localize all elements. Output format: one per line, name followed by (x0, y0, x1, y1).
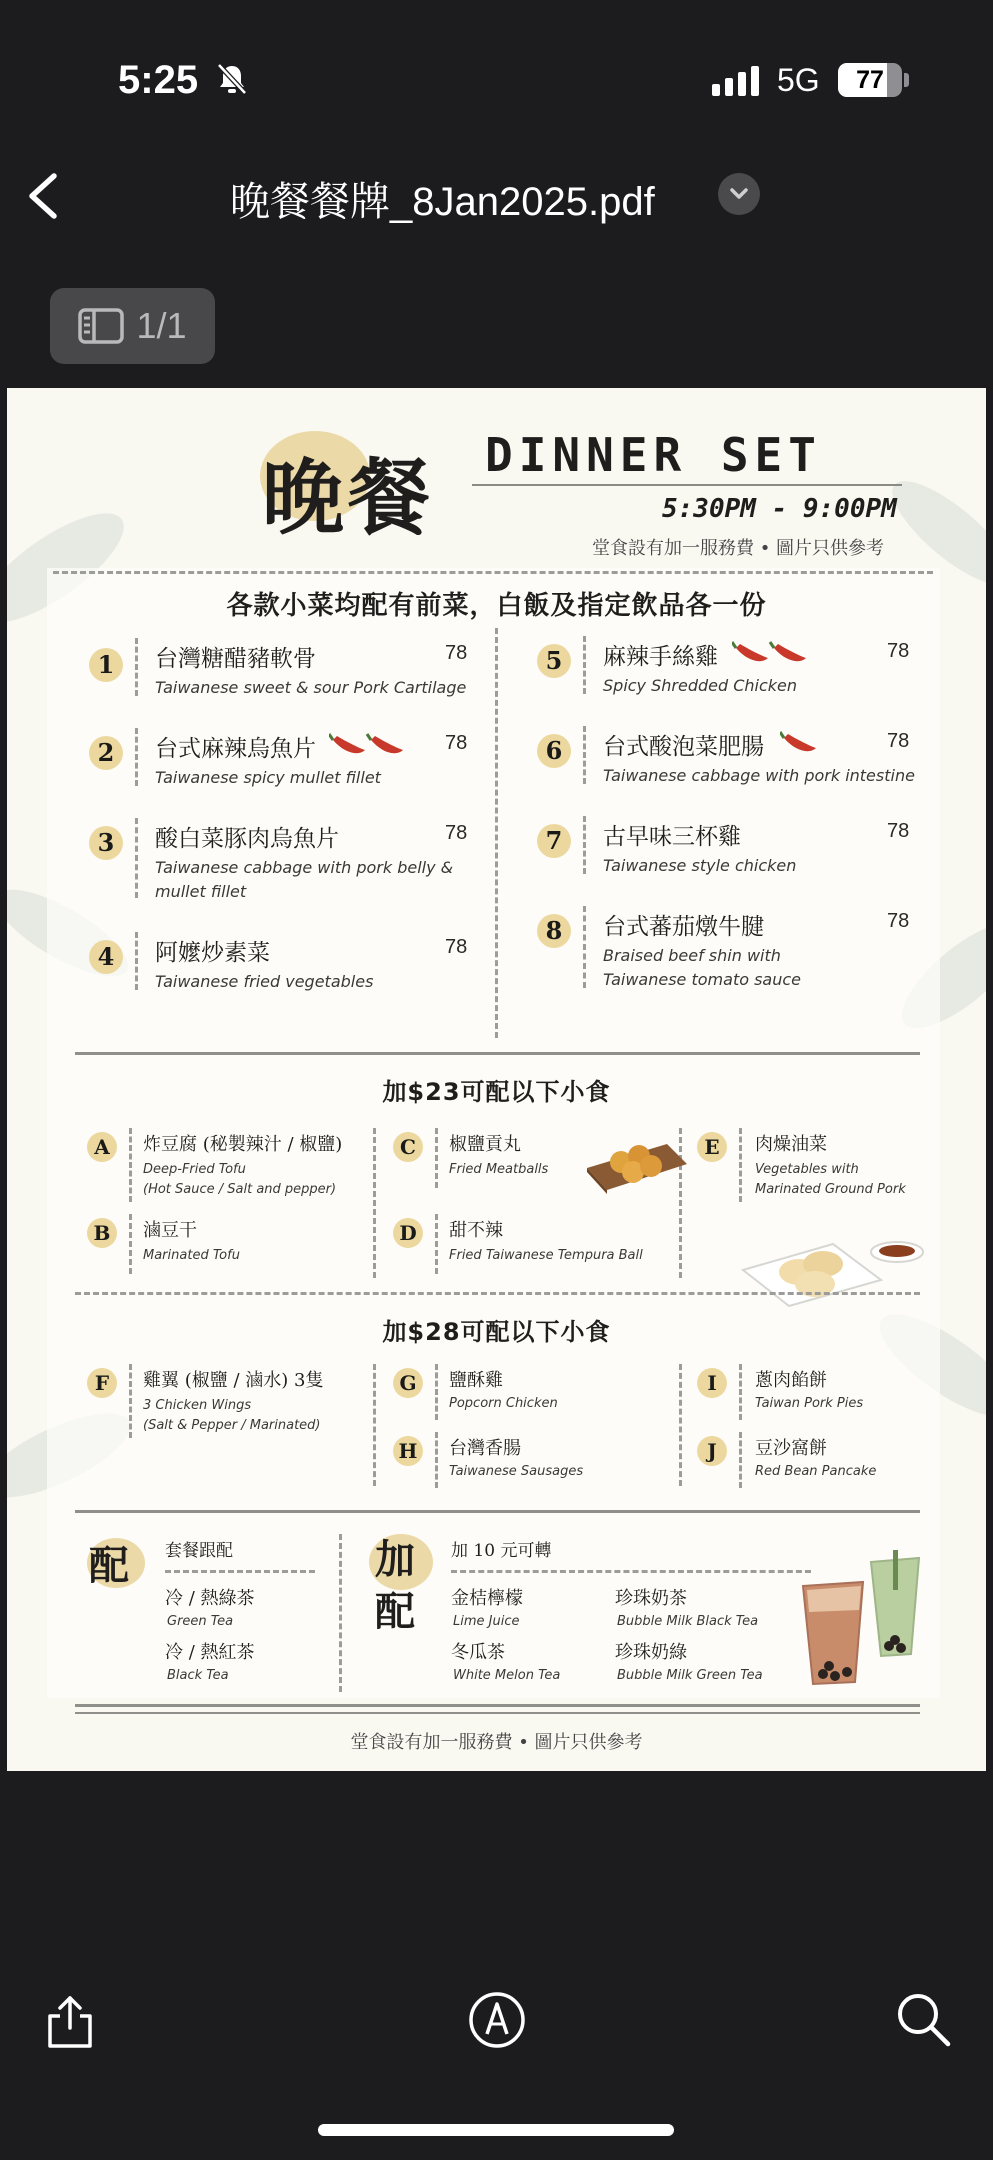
snack-name-en: Fried Taiwanese Tempura Ball (449, 1248, 643, 1263)
item-number-badge: 3 (89, 826, 123, 860)
item-letter-badge: G (393, 1368, 423, 1398)
drink-name-zh: 珍珠奶茶 (615, 1588, 687, 1609)
item-name-zh: 麻辣手絲雞 (603, 644, 718, 670)
addon23-title: 加$23可配以下小食 (382, 1078, 611, 1106)
item-number-badge: 8 (537, 914, 571, 948)
item-divider (129, 1214, 132, 1274)
item-divider (435, 1214, 438, 1274)
dashed-divider (451, 1570, 811, 1573)
item-divider (739, 1432, 742, 1488)
item-divider (583, 816, 586, 874)
item-divider (583, 726, 586, 784)
markup-pen-icon[interactable] (465, 1988, 529, 2052)
snack-name-en: Red Bean Pancake (755, 1464, 877, 1479)
item-name-en-line2: Taiwanese tomato sauce (603, 970, 802, 989)
snack-name-en: Marinated Tofu (143, 1248, 240, 1263)
item-price: 78 (445, 936, 468, 958)
item-divider (435, 1364, 438, 1420)
status-time: 5:25 (118, 58, 199, 102)
item-number-badge: 4 (89, 940, 123, 974)
pork-pie-image (737, 1230, 927, 1308)
menu-title-zh: 晚餐 (262, 450, 435, 546)
item-divider (435, 1432, 438, 1488)
section-rule (75, 1510, 920, 1513)
item-letter-badge: C (393, 1132, 423, 1162)
addon28-title: 加$28可配以下小食 (382, 1318, 611, 1346)
snack-name-zh: 椒鹽貢丸 (449, 1134, 521, 1155)
item-letter-badge: I (697, 1368, 727, 1398)
battery-icon (838, 63, 902, 97)
column-divider (679, 1364, 682, 1486)
page-indicator: 1/1 (136, 305, 187, 346)
title-menu-button[interactable] (718, 173, 760, 215)
item-price: 78 (887, 640, 910, 662)
snack-name-zh: 雞翼 (椒鹽 / 滷水) 3隻 (143, 1370, 324, 1391)
drink-name-en: White Melon Tea (453, 1668, 561, 1683)
item-divider (135, 932, 138, 990)
menu-banner: 各款小菜均配有前菜，白飯及指定飲品各一份 (226, 591, 767, 621)
snack-name-en: Taiwan Pork Pies (755, 1396, 864, 1411)
drink-name-en: Bubble Milk Green Tea (617, 1668, 763, 1683)
search-icon[interactable] (892, 1988, 956, 2052)
drinks-jia-char: 加 (375, 1536, 415, 1583)
snack-name-zh: 甜不辣 (449, 1220, 503, 1241)
document-title[interactable]: 晚餐餐牌_8Jan2025.pdf (230, 180, 655, 224)
page-indicator-button[interactable] (50, 288, 215, 364)
item-number-badge: 1 (89, 648, 123, 682)
item-name-en: Taiwanese sweet & sour Pork Cartilage (155, 678, 467, 697)
snack-name-en: 3 Chicken Wings (143, 1398, 252, 1413)
set-drink-label: 套餐跟配 (165, 1541, 233, 1561)
status-bar (0, 0, 993, 160)
drink-name-zh: 冬瓜茶 (451, 1642, 505, 1663)
snack-name-zh: 台灣香腸 (449, 1438, 521, 1459)
service-hours: 5:30PM - 9:00PM (662, 494, 897, 524)
drink-name-en: Bubble Milk Black Tea (617, 1614, 759, 1629)
item-price: 78 (887, 730, 910, 752)
item-name-zh: 台灣糖醋豬軟骨 (155, 646, 316, 672)
item-price: 78 (887, 910, 910, 932)
drink-name-zh: 珍珠奶綠 (615, 1642, 687, 1663)
drink-name-en: Green Tea (167, 1614, 234, 1629)
sidebar-icon (78, 308, 124, 344)
drink-name-zh: 冷 / 熱紅茶 (165, 1642, 255, 1663)
drink-name-zh: 冷 / 熱綠茶 (165, 1588, 255, 1609)
snack-name-en-line2: (Hot Sauce / Salt and pepper) (143, 1182, 337, 1197)
snack-name-zh: 肉燥油菜 (755, 1134, 827, 1155)
drinks-pei-char-2: 配 (375, 1588, 415, 1635)
share-icon[interactable] (38, 1988, 102, 2052)
snack-name-en: Taiwanese Sausages (449, 1464, 584, 1479)
item-divider (739, 1128, 742, 1202)
service-charge-note: 堂食設有加一服務費 • 圖片只供參考 (592, 538, 885, 559)
snack-name-zh: 豆沙窩餅 (755, 1438, 827, 1459)
item-name-en: Taiwanese fried vegetables (155, 972, 374, 991)
item-number-badge: 5 (537, 644, 571, 678)
item-name-en: Taiwanese spicy mullet fillet (155, 768, 381, 787)
bell-slash-icon (215, 62, 249, 96)
item-name-en: Taiwanese style chicken (603, 856, 797, 875)
snack-name-en: Popcorn Chicken (449, 1396, 558, 1411)
item-name-zh: 酸白菜豚肉烏魚片 (155, 826, 339, 852)
chili-icon (780, 730, 822, 758)
drink-name-zh: 金桔檸檬 (451, 1588, 523, 1609)
chevron-down-icon (718, 173, 760, 215)
item-name-zh: 台式酸泡菜肥腸 (603, 734, 764, 760)
item-letter-badge: D (393, 1218, 423, 1248)
section-rule (75, 1052, 920, 1055)
menu-title-en: DINNER SET (485, 428, 822, 482)
column-divider (373, 1128, 376, 1278)
item-name-zh: 古早味三杯雞 (603, 824, 741, 850)
battery-level: 77 (856, 66, 884, 94)
snack-name-en-line2: (Salt & Pepper / Marinated) (143, 1418, 321, 1433)
item-divider (135, 728, 138, 786)
upgrade-drink-label: 加 10 元可轉 (451, 1541, 552, 1561)
column-divider (373, 1364, 376, 1486)
chili-icon (732, 640, 812, 668)
dashed-divider (75, 1292, 920, 1295)
chili-icon (329, 732, 409, 760)
drink-name-en: Black Tea (167, 1668, 229, 1683)
item-letter-badge: J (697, 1436, 727, 1466)
item-divider (135, 818, 138, 898)
item-name-en-line2: mullet fillet (155, 882, 247, 901)
item-divider (135, 638, 138, 696)
item-name-zh: 台式蕃茄燉牛腱 (603, 914, 764, 940)
item-name-zh: 阿嬤炒素菜 (155, 940, 270, 966)
item-divider (583, 636, 586, 694)
item-price: 78 (445, 822, 468, 844)
column-divider (495, 628, 498, 1038)
footer-note: 堂食設有加一服務費 • 圖片只供參考 (350, 1732, 643, 1753)
snack-name-zh: 鹽酥雞 (449, 1370, 503, 1391)
item-letter-badge: E (697, 1132, 727, 1162)
drinks-pei-char: 配 (89, 1542, 129, 1589)
snack-name-en: Deep-Fried Tofu (143, 1162, 246, 1177)
item-name-en: Taiwanese cabbage with pork belly & (155, 858, 454, 877)
item-price: 78 (445, 732, 468, 754)
section-rule (75, 1704, 920, 1707)
item-letter-badge: F (87, 1368, 117, 1398)
snack-name-zh: 滷豆干 (143, 1220, 197, 1241)
snack-name-zh: 蔥肉餡餅 (755, 1370, 827, 1391)
item-divider (435, 1128, 438, 1188)
pdf-page[interactable] (7, 388, 986, 1771)
snack-name-zh: 炸豆腐 (秘製辣汁 / 椒鹽) (143, 1134, 343, 1155)
snack-name-en: Fried Meatballs (449, 1162, 549, 1177)
item-number-badge: 2 (89, 736, 123, 770)
network-type: 5G (777, 62, 820, 98)
signal-icon (712, 66, 759, 96)
item-divider (129, 1128, 132, 1202)
item-divider (739, 1364, 742, 1420)
item-name-en: Braised beef shin with (603, 946, 781, 965)
item-name-zh: 台式麻辣烏魚片 (155, 736, 316, 762)
snack-name-en-line2: Marinated Ground Pork (755, 1182, 906, 1197)
snack-name-en: Vegetables with (755, 1162, 859, 1177)
item-number-badge: 7 (537, 824, 571, 858)
bubble-tea-image (797, 1550, 937, 1690)
item-letter-badge: A (87, 1132, 117, 1162)
dashed-divider (53, 571, 933, 574)
item-letter-badge: H (393, 1436, 423, 1466)
dashed-divider (165, 1570, 315, 1573)
item-price: 78 (887, 820, 910, 842)
chevron-left-icon[interactable] (20, 168, 70, 224)
battery-cap (904, 73, 909, 87)
item-divider (129, 1364, 132, 1438)
item-number-badge: 6 (537, 734, 571, 768)
item-letter-badge: B (87, 1218, 117, 1248)
item-divider (583, 906, 586, 988)
item-name-en: Spicy Shredded Chicken (603, 676, 798, 695)
item-price: 78 (445, 642, 468, 664)
column-divider (339, 1534, 342, 1692)
item-name-en: Taiwanese cabbage with pork intestine (603, 766, 915, 785)
drink-name-en: Lime Juice (453, 1614, 520, 1629)
home-indicator[interactable] (318, 2124, 674, 2136)
section-rule (75, 1712, 920, 1714)
meatballs-image (581, 1124, 691, 1194)
header-rule (472, 484, 902, 486)
